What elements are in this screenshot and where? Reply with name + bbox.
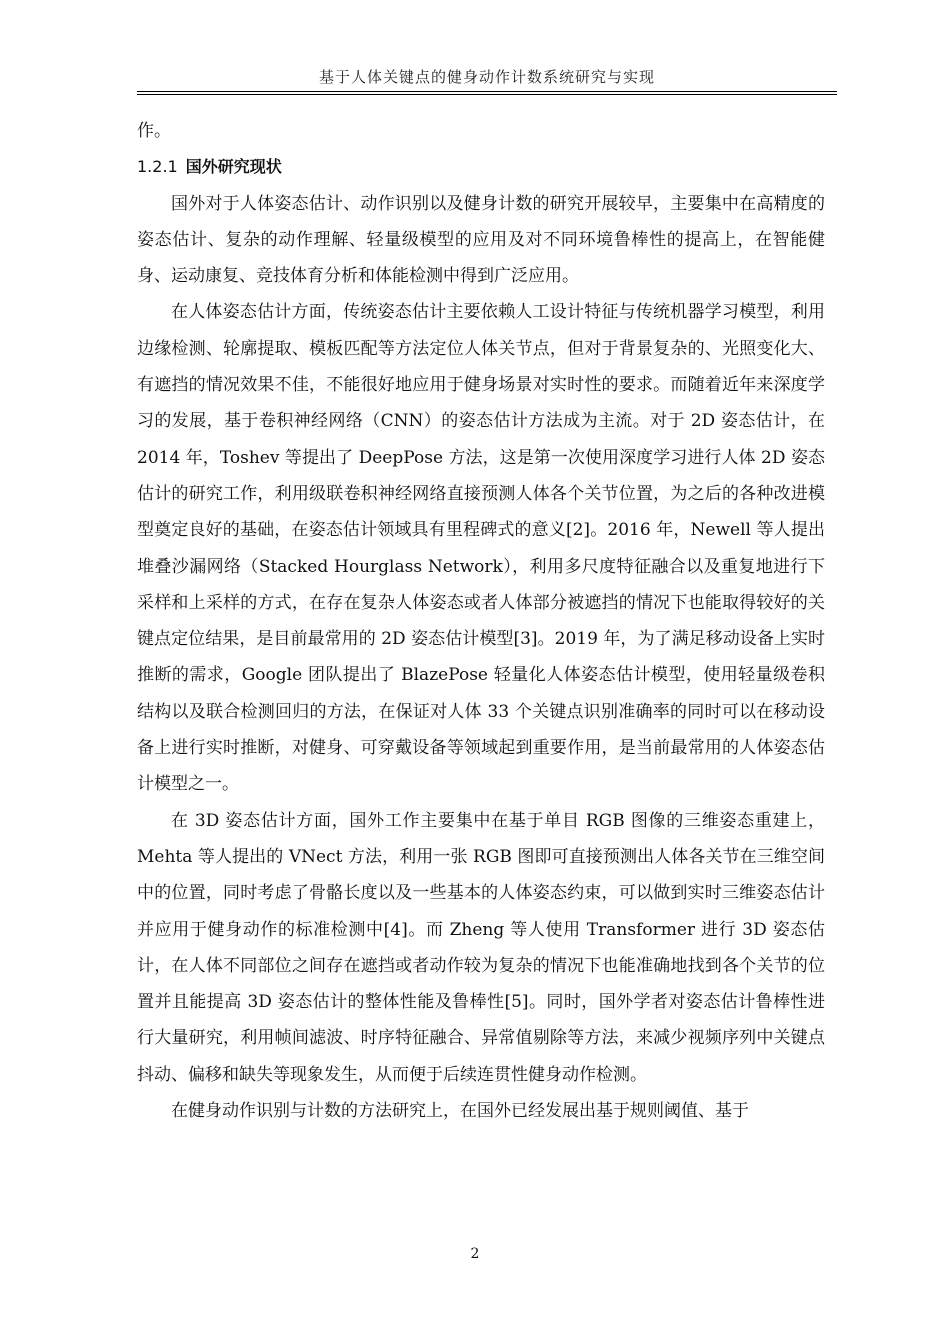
section-heading (137, 149, 825, 185)
paragraph: 国外对于人体姿态估计、动作识别以及健身计数的研究开展较早，主要集中在高精度的姿态估计、复杂的动作理解、轻量级模型的应用及对不同环境鲁棒性的提高上，在智能健身、运动康复、竞技体育分析和体能检测中得到广泛应用。 (137, 193, 825, 287)
continuation-line: 作。 (137, 121, 171, 141)
page-number: 2 (470, 1246, 480, 1262)
main-body (137, 113, 825, 1129)
section-title: 国外研究现状 (185, 157, 282, 177)
paragraph: 在 3D 姿态估计方面，国外工作主要集中在基于单目 RGB 图像的三维姿态重建上，Mehta 等人提出的 VNect 方法，利用一张 RGB 图即可直接预测出人体各关节在三维空间中的位置，同时考虑了骨骼长度以及一些基本的人体姿态约束，可以做到实时三维姿态估计并应用于健身动作的标准检测中[4]。而 Zheng 等人使用 Transformer 进行 3D 姿态估计，在人体不同部位之间存在遮挡或者动作较为复杂的情况下也能准确地找到各个关节的位置并且能提高 3D 姿态估计的整体性能及鲁棒性[5]。同时，国外学者对姿态估计鲁棒性进行大量研究，利用帧间滤波、时序特征融合、异常值剔除等方法，来减少视频序列中关键点抖动、偏移和缺失等现象发生，从而便于后续连贯性健身动作检测。 (137, 810, 825, 1085)
header-rule-secondary (137, 94, 837, 95)
header-rule (137, 91, 837, 92)
paragraph: 在健身动作识别与计数的方法研究上，在国外已经发展出基于规则阈值、基于 (171, 1101, 749, 1122)
section-number: 1.2.1 (137, 157, 178, 177)
paragraph: 在人体姿态估计方面，传统姿态估计主要依赖人工设计特征与传统机器学习模型，利用边缘检测、轮廓提取、模板匹配等方法定位人体关节点，但对于背景复杂的、光照变化大、有遮挡的情况效果不佳，不能很好地应用于健身场景对实时性的要求。而随着近年来深度学习的发展，基于卷积神经网络（CNN）的姿态估计方法成为主流。对于 2D 姿态估计，在 2014 年，Toshev 等提出了 DeepPose 方法，这是第一次使用深度学习进行人体 2D 姿态估计的研究工作，利用级联卷积神经网络直接预测人体各个关节位置，为之后的各种改进模型奠定良好的基础，在姿态估计领域具有里程碑式的意义[2]。2016 年，Newell 等人提出堆叠沙漏网络（Stacked Hourglass Network），利用多尺度特征融合以及重复地进行下采样和上采样的方式，在存在复杂人体姿态或者人体部分被遮挡的情况下也能取得较好的关键点定位结果，是目前最常用的 2D 姿态估计模型[3]。2019 年，为了满足移动设备上实时推断的需求，Google 团队提出了 BlazePose 轻量化人体姿态估计模型，使用轻量级卷积结构以及联合检测回归的方法，在保证对人体 33 个关键点识别准确率的同时可以在移动设备上进行实时推断，对健身、可穿戴设备等领域起到重要作用，是当前最常用的人体姿态估计模型之一。 (137, 302, 825, 795)
running-header: 基于人体关键点的健身动作计数系统研究与实现 (318, 68, 655, 86)
